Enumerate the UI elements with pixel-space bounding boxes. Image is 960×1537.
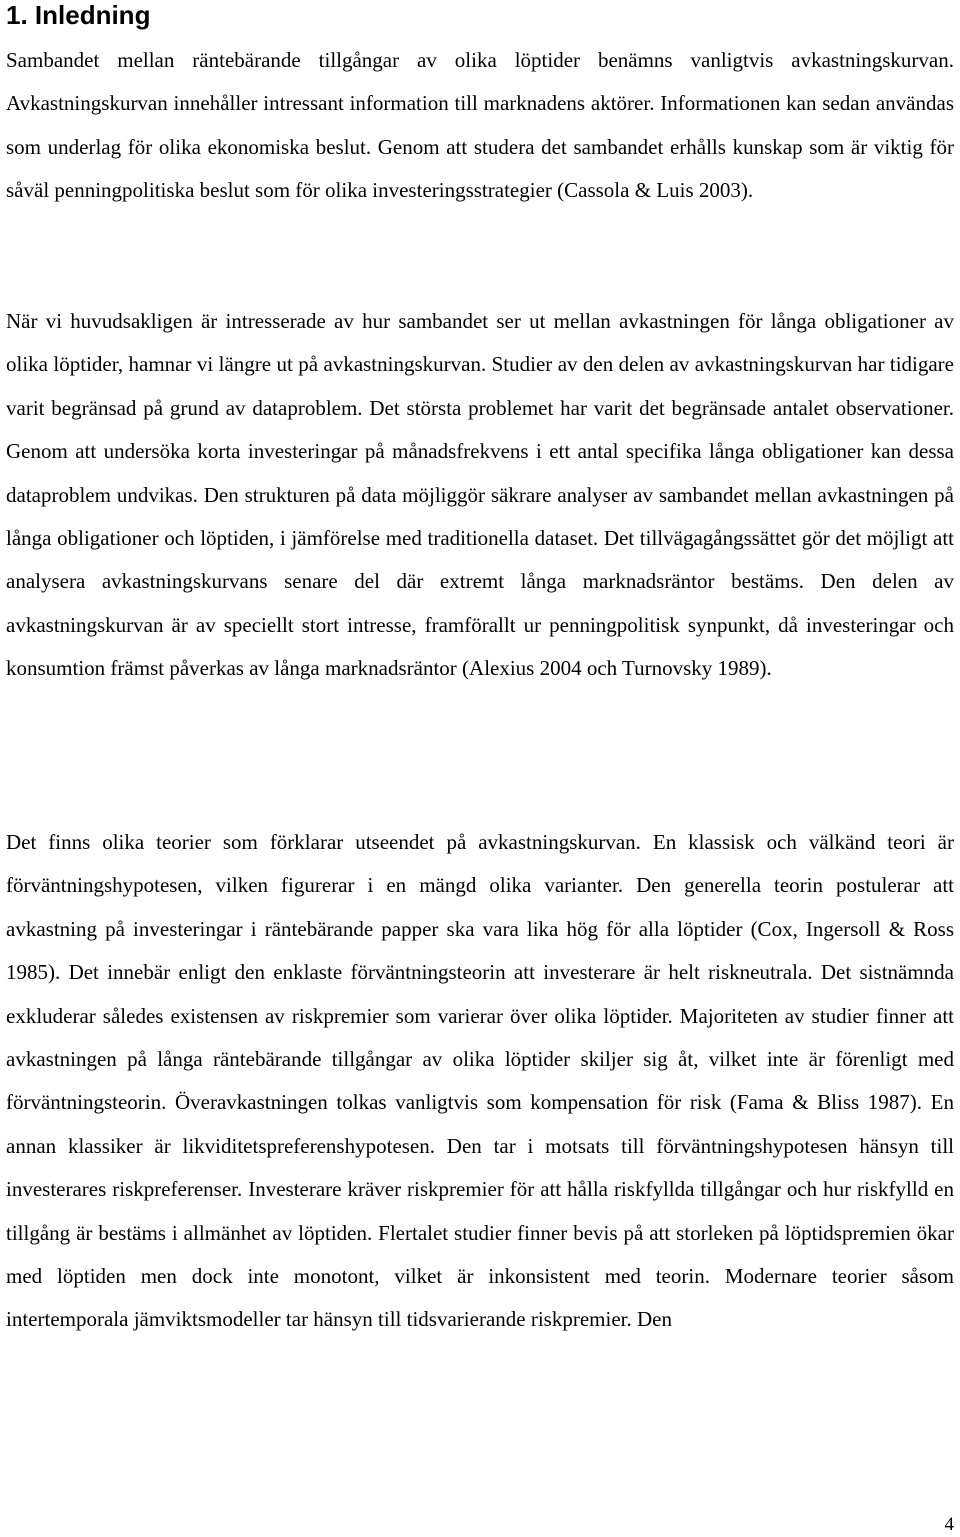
page-number: 4 (944, 1514, 954, 1535)
paragraph-data-problems: När vi huvudsakligen är intresserade av hur sambandet ser ut mellan avkastningen för långa obligationer av olika löptider, hamnar vi längre ut på avkastningskurvan. Studier av den delen av avkastningskurvan har tidigare varit begränsad på grund av dataproblem. Det största problemet har varit det begränsade antalet observationer. Genom att undersöka korta investeringar på månadsfrekvens i ett antal specifika långa obligationer kan dessa dataproblem undvikas. Den strukturen på data möjliggör säkrare analyser av sambandet mellan avkastningen på långa obligationer och löptiden, i jämförelse med traditionella dataset. Det tillvägagångssättet gör det möjligt att analysera avkastningskurvans senare del där extremt långa marknadsräntor bestäms. Den delen av avkastningskurvan är av speciellt stort intresse, framförallt ur penningpolitisk synpunkt, då investeringar och konsumtion främst påverkas av långa marknadsräntor (Alexius 2004 och Turnovsky 1989). (6, 309, 954, 681)
paragraph-theories: Det finns olika teorier som förklarar utseendet på avkastningskurvan. En klassisk och välkänd teori är förväntningshypotesen, vilken figurerar i en mängd olika varianter. Den generella teorin postulerar att avkastning på investeringar i räntebärande papper ska vara lika hög för alla löptider (Cox, Ingersoll & Ross 1985). Det innebär enligt den enklaste förväntningsteorin att investerare är helt riskneutrala. Det sistnämnda exkluderar således existensen av riskpremier som varierar över olika löptider. Majoriteten av studier finner att avkastningen på långa räntebärande tillgångar av olika löptider skiljer sig åt, vilket inte är förenligt med förväntningsteorin. Överavkastningen tolkas vanligtvis som kompensation för risk (Fama & Bliss 1987). En annan klassiker är likviditetspreferenshypotesen. Den tar i motsats till förväntningshypotesen hänsyn till investerares riskpreferenser. Investerare kräver riskpremier för att hålla riskfyllda tillgångar och hur riskfylld en tillgång är bestäms i allmänhet av löptiden. Flertalet studier finner bevis på att storleken på löptidspremien ökar med löptiden men dock inte monotont, vilket är inkonsistent med teorin. Modernare teorier såsom intertemporala jämviktsmodeller tar hänsyn till tidsvarierande riskpremier. Den (6, 830, 954, 1332)
section-heading: 1. Inledning (6, 0, 151, 30)
paragraph-intro: Sambandet mellan räntebärande tillgångar av olika löptider benämns vanligtvis avkastningskurvan. Avkastningskurvan innehåller intressant information till marknadens aktörer. Informationen kan sedan användas som underlag för olika ekonomiska beslut. Genom att studera det sambandet erhålls kunskap som är viktig för såväl penningpolitiska beslut som för olika investeringsstrategier (Cassola & Luis 2003). (6, 48, 954, 203)
